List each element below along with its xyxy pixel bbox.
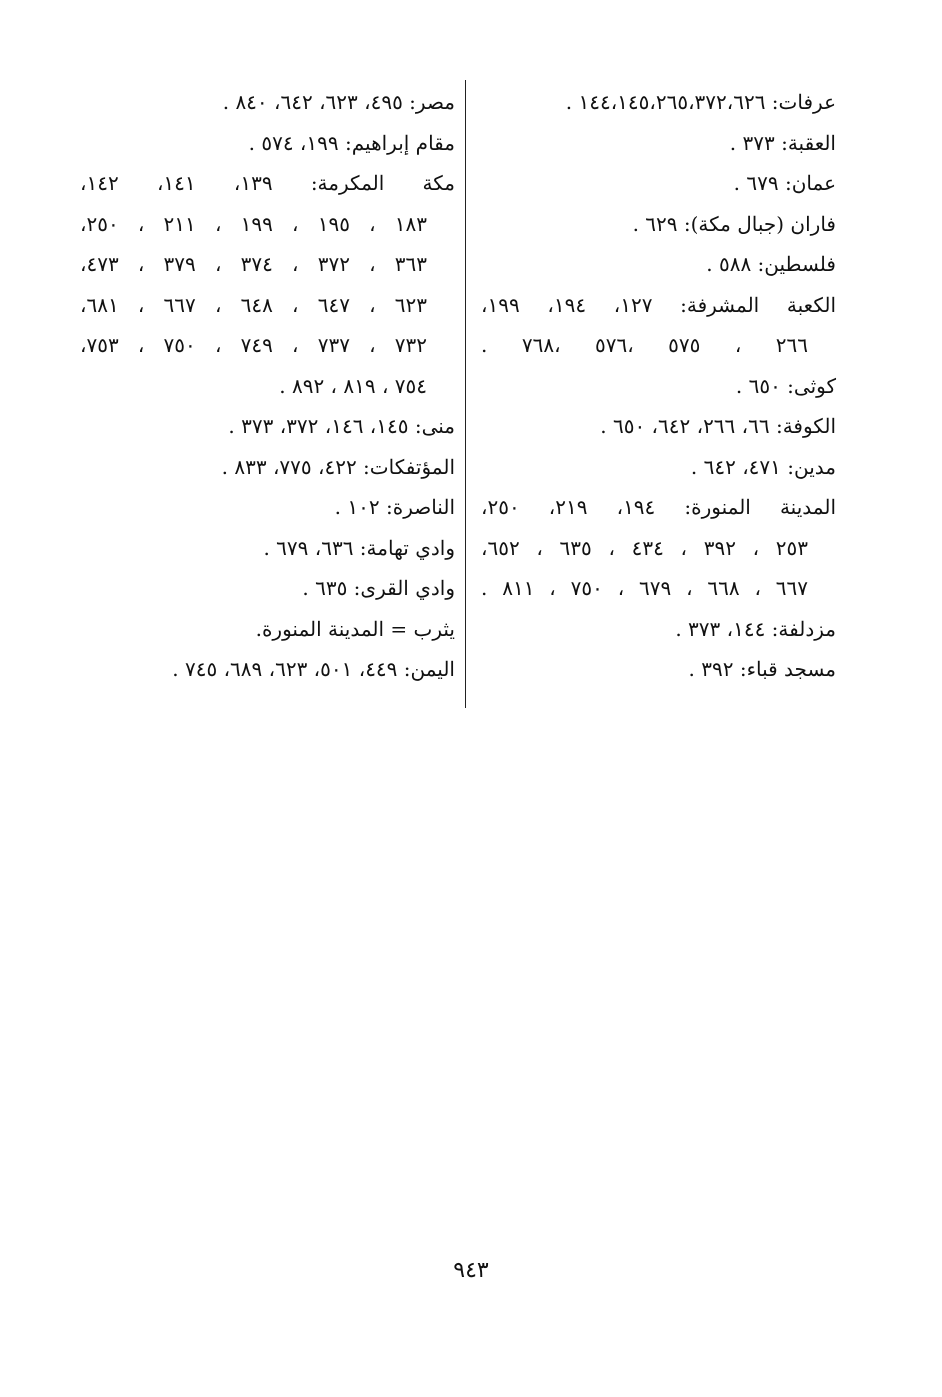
page-number: ٩٤٣: [453, 1258, 489, 1283]
index-entry-madina: [481, 487, 836, 609]
entry-line: يثرب = المدينة المنورة.: [255, 616, 455, 641]
index-entry-mina: [80, 406, 455, 447]
index-entry-aqaba: [481, 123, 836, 164]
entry-line: عرفات: ١٤٤،١٤٥،٢٦٥،٣٧٢،٦٢٦ .: [565, 90, 836, 114]
entry-line: ٧٥٤ ، ٨١٩ ، ٨٩٢ .: [279, 373, 427, 398]
entry-line: مصر: ٤٩٥، ٦٢٣، ٦٤٢، ٨٤٠ .: [222, 90, 455, 114]
entry-line: الكعبة المشرفة: ١٢٧، ١٩٤، ١٩٩،: [481, 292, 837, 317]
index-entry-kaaba: [481, 285, 836, 366]
entry-line: فاران (جبال مكة): ٦٢٩ .: [632, 211, 836, 236]
index-entry-nazareth: [80, 487, 455, 528]
index-entry-arafat: [481, 82, 836, 123]
index-entry-quba-mosque: [481, 649, 836, 690]
entry-line: فلسطين: ٥٨٨ .: [706, 252, 836, 276]
index-column-right: [481, 82, 836, 690]
entry-line: مكة المكرمة: ١٣٩، ١٤١، ١٤٢،: [80, 171, 456, 195]
index-entry-faran: [481, 204, 836, 245]
entry-line: وادي تهامة: ٦٣٦، ٦٧٩ .: [263, 535, 455, 560]
index-entry-maqam-ibrahim: [80, 123, 455, 164]
column-divider: [465, 80, 466, 708]
entry-line: الناصرة: ١٠٢ .: [334, 495, 455, 519]
entry-line: مسجد قباء: ٣٩٢ .: [688, 657, 836, 681]
index-entry-makkah: [80, 163, 455, 406]
entry-line: منى: ١٤٥، ١٤٦، ٣٧٢، ٣٧٣ .: [228, 414, 455, 438]
entry-line: ٣٦٣ ، ٣٧٢ ، ٣٧٤ ، ٣٧٩ ، ٤٧٣،: [80, 252, 428, 276]
index-entry-amman: [481, 163, 836, 204]
entry-line: ٦٦٧ ، ٦٦٨ ، ٦٧٩ ، ٧٥٠ ، ٨١١ .: [481, 576, 809, 600]
index-entry-muzdalifa: [481, 609, 836, 650]
entry-line: وادي القرى: ٦٣٥ .: [302, 576, 455, 600]
index-entry-egypt: [80, 82, 455, 123]
entry-line: العقبة: ٣٧٣ .: [729, 130, 836, 155]
entry-line: مدين: ٤٧١، ٦٤٢ .: [690, 454, 836, 479]
index-entry-wadi-qura: [80, 568, 455, 609]
entry-line: كوثى: ٦٥٠ .: [735, 373, 836, 398]
entry-line: مقام إبراهيم: ١٩٩، ٥٧٤ .: [248, 130, 455, 155]
index-entry-madyan: [481, 447, 836, 488]
entry-line: عمان: ٦٧٩ .: [733, 171, 836, 195]
entry-line: اليمن: ٤٤٩، ٥٠١، ٦٢٣، ٦٨٩، ٧٤٥ .: [172, 657, 455, 681]
entry-line: ٧٣٢ ، ٧٣٧ ، ٧٤٩ ، ٧٥٠ ، ٧٥٣،: [80, 333, 428, 357]
entry-line: المدينة المنورة: ١٩٤، ٢١٩، ٢٥٠،: [481, 495, 836, 519]
entry-line: الكوفة: ٦٦، ٢٦٦، ٦٤٢، ٦٥٠ .: [600, 414, 836, 438]
index-entry-wadi-tihama: [80, 528, 455, 569]
index-entry-yemen: [80, 649, 455, 690]
index-entry-kutha: [481, 366, 836, 407]
index-entry-yathrib: [80, 609, 455, 650]
entry-line: المؤتفكات: ٤٢٢، ٧٧٥، ٨٣٣ .: [221, 454, 455, 479]
entry-line: مزدلفة: ١٤٤، ٣٧٣ .: [675, 616, 836, 641]
index-entry-kufa: [481, 406, 836, 447]
index-entry-mutafikat: [80, 447, 455, 488]
entry-line: ٢٦٦ ، ٥٧٥ ،٥٧٦ ،٧٦٨ .: [481, 333, 808, 357]
index-entry-palestine: [481, 244, 836, 285]
entry-line: ٦٢٣ ، ٦٤٧ ، ٦٤٨ ، ٦٦٧ ، ٦٨١،: [80, 292, 428, 317]
entry-line: ٢٥٣ ، ٣٩٢ ، ٤٣٤ ، ٦٣٥ ، ٦٥٢،: [481, 535, 809, 560]
index-column-left: [80, 82, 455, 690]
entry-line: ١٨٣ ، ١٩٥ ، ١٩٩ ، ٢١١ ، ٢٥٠،: [80, 211, 428, 236]
